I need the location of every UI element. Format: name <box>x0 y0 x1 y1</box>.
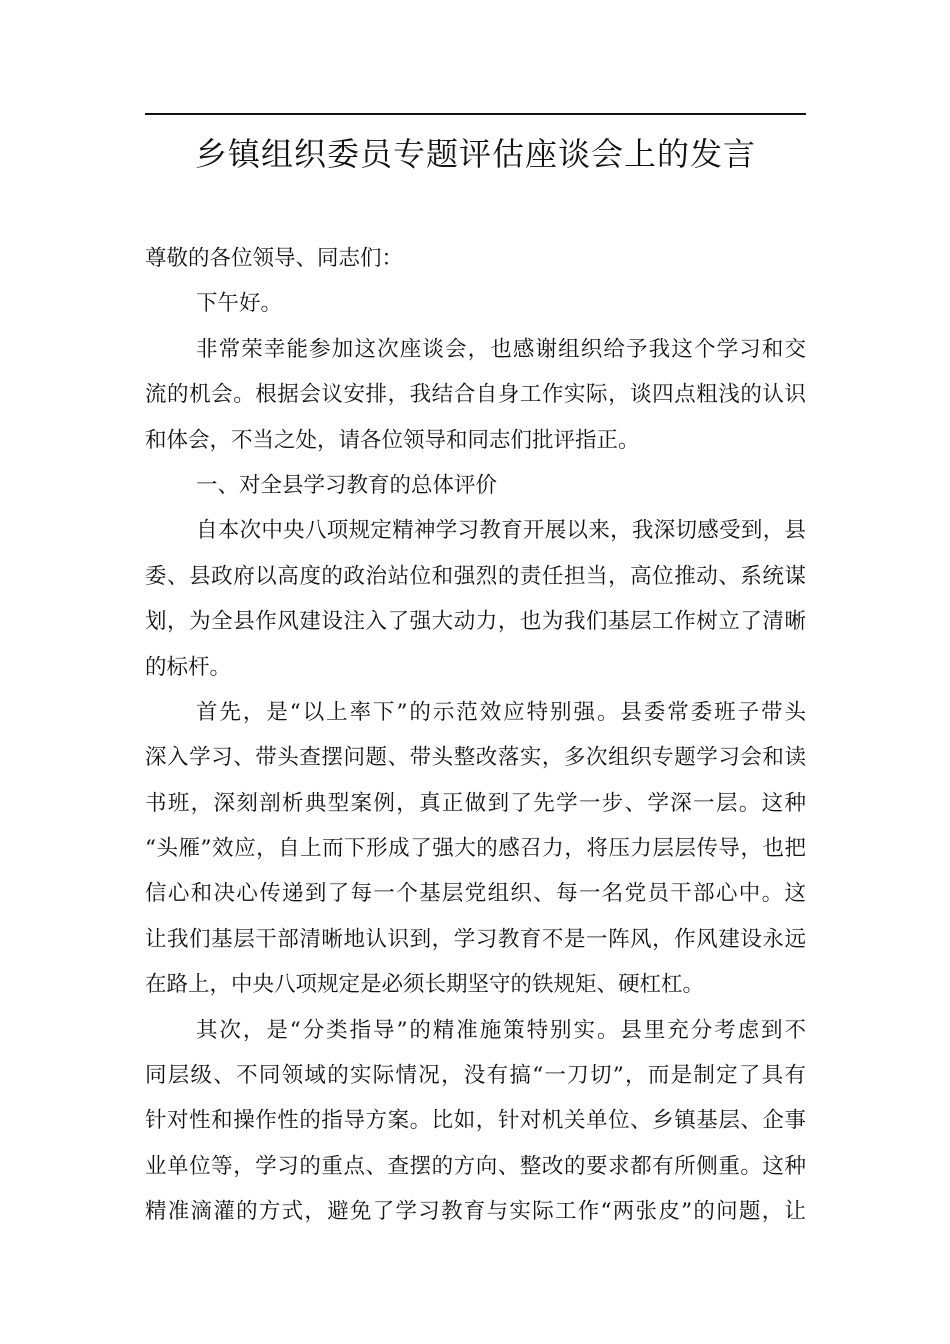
text-line: 其次，是“分类指导”的精准施策特别实。县里充分考虑到不 <box>196 1017 806 1043</box>
text-line: 业单位等，学习的重点、查摆的方向、整改的要求都有所侧重。这种 <box>145 1153 806 1179</box>
text-line: 精准滴灌的方式，避免了学习教育与实际工作“两张皮”的问题，让 <box>145 1199 806 1225</box>
document-title: 乡镇组织委员专题评估座谈会上的发言 <box>194 135 756 173</box>
text-line: 尊敬的各位领导、同志们： <box>145 246 404 271</box>
text-line: 一、对全县学习教育的总体评价 <box>196 472 498 498</box>
text-line: 首先，是“以上率下”的示范效应特别强。县委常委班子带头 <box>196 699 806 725</box>
text-line: 同层级、不同领域的实际情况，没有搞“一刀切”，而是制定了具有 <box>145 1063 806 1089</box>
text-line: 非常荣幸能参加这次座谈会，也感谢组织给予我这个学习和交 <box>196 336 806 362</box>
text-line: 书班，深刻剖析典型案例，真正做到了先学一步、学深一层。这种 <box>145 790 806 816</box>
text-line: 针对性和操作性的指导方案。比如，针对机关单位、乡镇基层、企事 <box>145 1108 806 1134</box>
text-line: 在路上，中央八项规定是必须长期坚守的铁规矩、硬杠杠。 <box>145 972 705 998</box>
text-line: 委、县政府以高度的政治站位和强烈的责任担当，高位推动、系统谋 <box>145 563 806 589</box>
text-line: 流的机会。根据会议安排，我结合自身工作实际，谈四点粗浅的认识 <box>145 382 806 408</box>
text-line: 让我们基层干部清晰地认识到，学习教育不是一阵风，作风建设永远 <box>145 926 806 952</box>
text-line: “头雁”效应，自上而下形成了强大的感召力，将压力层层传导，也把 <box>145 836 806 862</box>
text-line: 划，为全县作风建设注入了强大动力，也为我们基层工作树立了清晰 <box>145 609 806 635</box>
text-line: 深入学习、带头查摆问题、带头整改落实，多次组织专题学习会和读 <box>145 745 806 771</box>
document-body <box>145 236 806 1235</box>
text-line: 信心和决心传递到了每一个基层党组织、每一名党员干部心中。这 <box>145 881 806 907</box>
text-line: 自本次中央八项规定精神学习教育开展以来，我深切感受到，县 <box>196 518 806 544</box>
text-line: 和体会，不当之处，请各位领导和同志们批评指正。 <box>145 427 640 453</box>
text-line: 的标杆。 <box>145 654 232 680</box>
header-rule <box>145 113 806 115</box>
text-line: 下午好。 <box>196 291 283 317</box>
